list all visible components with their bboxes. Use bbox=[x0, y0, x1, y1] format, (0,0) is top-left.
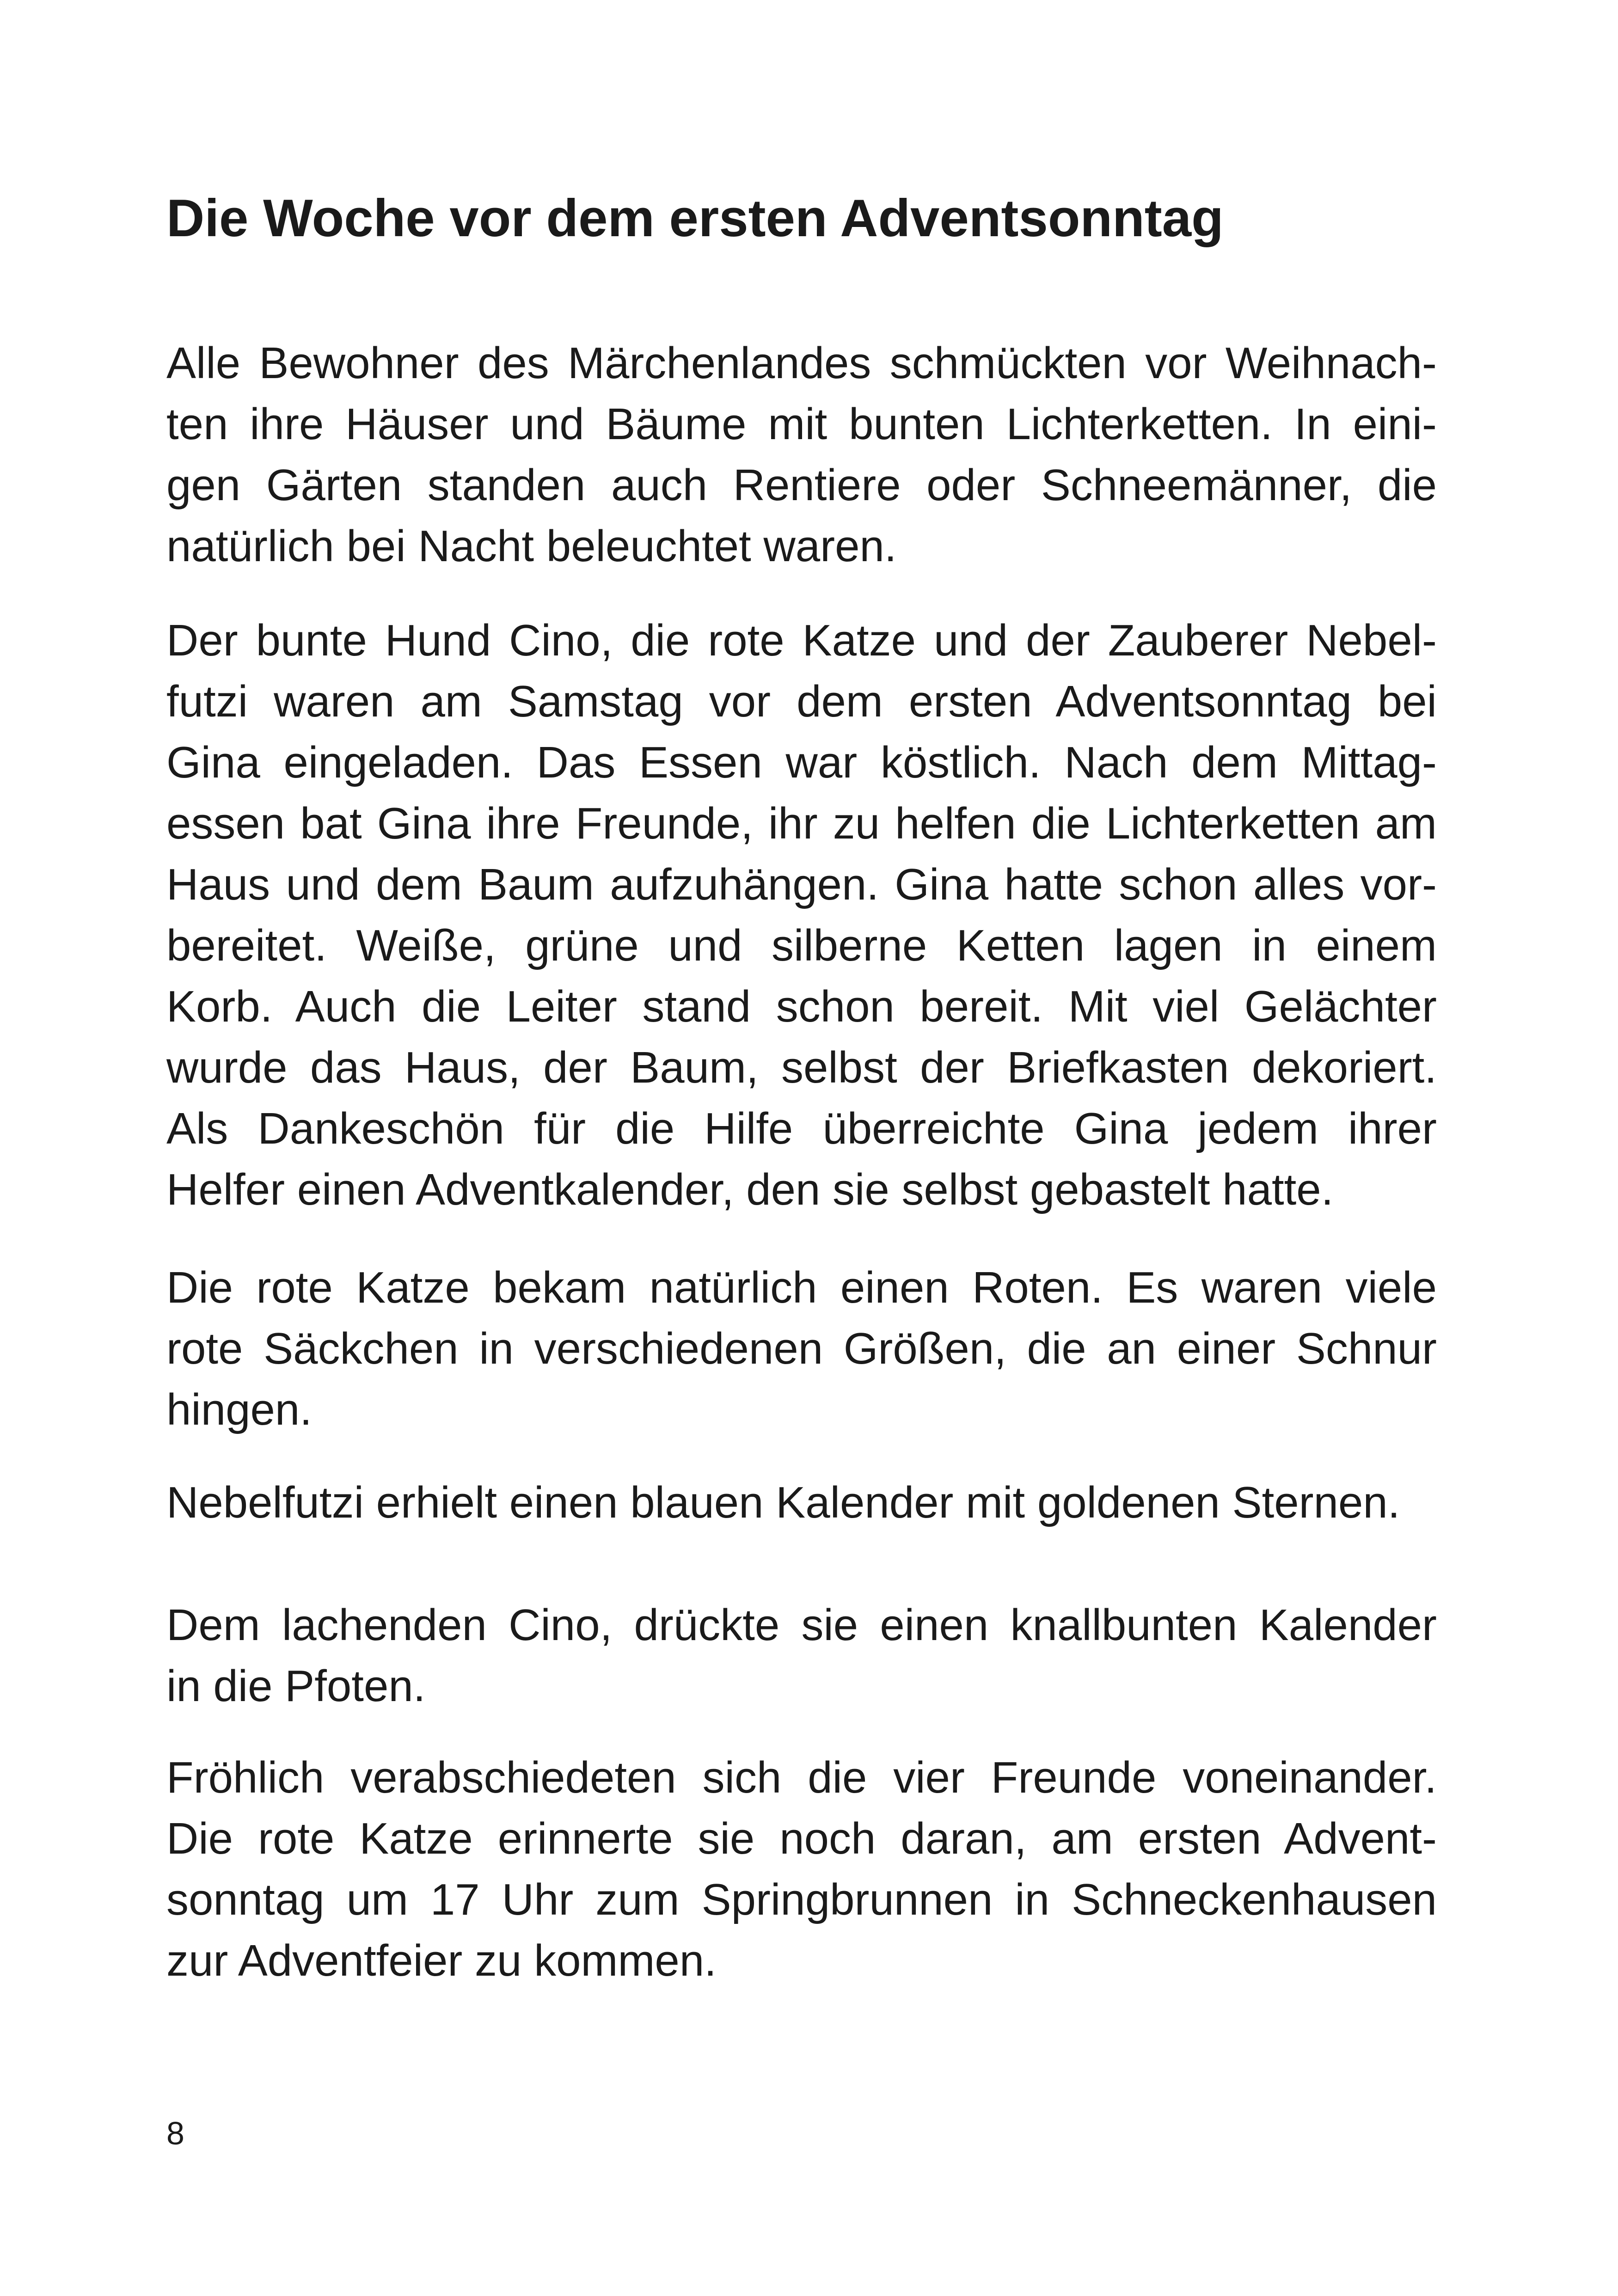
text-line: zur Adventfeier zu kommen. bbox=[166, 1936, 717, 1985]
text-line: rote Säckchen in verschiedenen Größen, die an einer Schnur bbox=[166, 1324, 1437, 1373]
paragraph-3 bbox=[166, 1257, 1437, 1440]
text-line: Dem lachenden Cino, drückte sie einen knallbunten Kalender bbox=[166, 1600, 1437, 1650]
paragraph-1 bbox=[166, 333, 1437, 577]
text-line: Helfer einen Adventkalender, den sie selbst gebastelt hatte. bbox=[166, 1165, 1334, 1214]
text-line: ten ihre Häuser und Bäume mit bunten Lichterketten. In eini- bbox=[166, 399, 1437, 449]
text-line: gen Gärten standen auch Rentiere oder Schneemänner, die bbox=[166, 460, 1437, 510]
text-line: sonntag um 17 Uhr zum Springbrunnen in Schneckenhausen bbox=[166, 1875, 1437, 1924]
text-line: natürlich bei Nacht beleuchtet waren. bbox=[166, 521, 897, 571]
paragraph-2 bbox=[166, 610, 1437, 1220]
paragraph-5 bbox=[166, 1595, 1437, 1717]
page-number: 8 bbox=[166, 2115, 184, 2151]
text-line: bereitet. Weiße, grüne und silberne Ketten lagen in einem bbox=[166, 921, 1437, 970]
text-line: essen bat Gina ihre Freunde, ihr zu helfen die Lichterketten am bbox=[166, 799, 1437, 848]
text-line: Gina eingeladen. Das Essen war köstlich. Nach dem Mittag- bbox=[166, 738, 1437, 787]
text-line: Alle Bewohner des Märchenlandes schmückten vor Weihnach- bbox=[166, 338, 1437, 388]
chapter-title: Die Woche vor dem ersten Adventsonntag bbox=[166, 189, 1224, 248]
text-line: Korb. Auch die Leiter stand schon bereit. Mit viel Gelächter bbox=[166, 982, 1437, 1031]
text-line: in die Pfoten. bbox=[166, 1661, 426, 1711]
text-line: futzi waren am Samstag vor dem ersten Adventsonntag bei bbox=[166, 677, 1437, 726]
text-line: Als Dankeschön für die Hilfe überreichte Gina jedem ihrer bbox=[166, 1104, 1437, 1153]
text-line: Nebelfutzi erhielt einen blauen Kalender mit goldenen Sternen. bbox=[166, 1478, 1400, 1527]
text-line: hingen. bbox=[166, 1385, 312, 1434]
text-line: Der bunte Hund Cino, die rote Katze und der Zauberer Nebel- bbox=[166, 616, 1437, 665]
text-line: Fröhlich verabschiedeten sich die vier Freunde voneinander. bbox=[166, 1753, 1437, 1802]
text-line: Die rote Katze erinnerte sie noch daran, am ersten Advent- bbox=[166, 1814, 1437, 1863]
text-line: Die rote Katze bekam natürlich einen Roten. Es waren viele bbox=[166, 1263, 1437, 1312]
paragraph-6 bbox=[166, 1747, 1437, 1991]
text-line: Haus und dem Baum aufzuhängen. Gina hatte schon alles vor- bbox=[166, 860, 1437, 909]
paragraph-4 bbox=[166, 1472, 1437, 1533]
text-line: wurde das Haus, der Baum, selbst der Briefkasten dekoriert. bbox=[166, 1043, 1437, 1092]
